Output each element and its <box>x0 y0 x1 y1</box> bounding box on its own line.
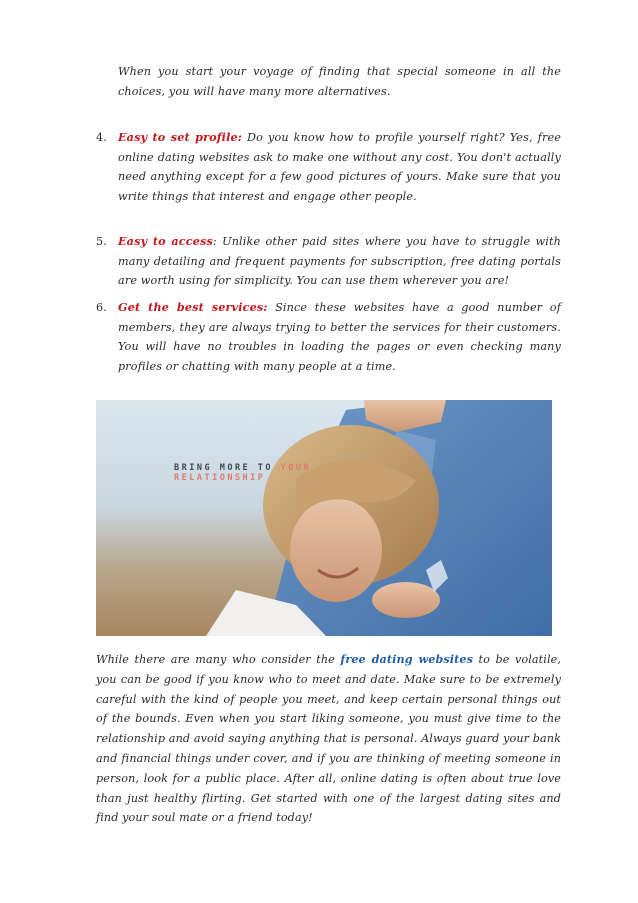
item-heading: Easy to access <box>118 234 213 248</box>
item-heading: Get the best services: <box>118 300 268 314</box>
couple-photo <box>96 400 552 636</box>
item-body: Do you know how to profile yourself right? Yes, free online dating websites ask to make one without any cost. You don't actually need anything except for a few good pictures of yours. Make sure that you write things that interest and engage other people. <box>118 131 561 203</box>
item-body: Since these websites have a good number of members, they are always trying to better the services for their customers. You will have no troubles in loading the pages or even checking many profiles or chatting with many people at a time. <box>118 301 561 373</box>
list-number: 6. <box>96 301 107 314</box>
item-heading: Easy to set profile: <box>118 130 243 144</box>
item-body: : Unlike other paid sites where you have to struggle with many detailing and frequent payments for subscription, free dating portals are worth using for simplicity. You can use them wherever you are! <box>118 235 561 288</box>
list-item-4 <box>96 128 561 206</box>
closing-text-start: While there are many who consider the <box>96 653 341 666</box>
closing-paragraph <box>96 650 561 828</box>
list-number: 5. <box>96 235 107 248</box>
list-item-5 <box>96 232 561 291</box>
list-number: 4. <box>96 131 107 144</box>
free-dating-websites-link[interactable]: free dating websites <box>340 652 474 666</box>
intro-paragraph: When you start your voyage of finding that special someone in all the choices, you will have many more alternatives. <box>118 65 561 98</box>
caption-accent: YOUR <box>280 463 312 473</box>
photo-caption <box>174 463 311 483</box>
caption-line1: BRING MORE TO <box>174 463 281 473</box>
list-item-6 <box>96 298 561 376</box>
caption-line2: RELATIONSHIP <box>174 473 266 483</box>
closing-text-end: to be volatile, you can be good if you know who to meet and date. Make sure to be extremely careful with the kind of people you meet, and keep certain personal things out of the bounds. Even when you start liking someone, you must give time to the relationship and avoid saying anything that is personal. Always guard your bank and financial things under cover, and if you are thinking of meeting someone in person, look for a public place. After all, online dating is often about true love than just healthy flirting. Get started with one of the largest dating sites and find your soul mate or a friend today! <box>96 653 562 825</box>
photo-illustration <box>96 400 552 636</box>
